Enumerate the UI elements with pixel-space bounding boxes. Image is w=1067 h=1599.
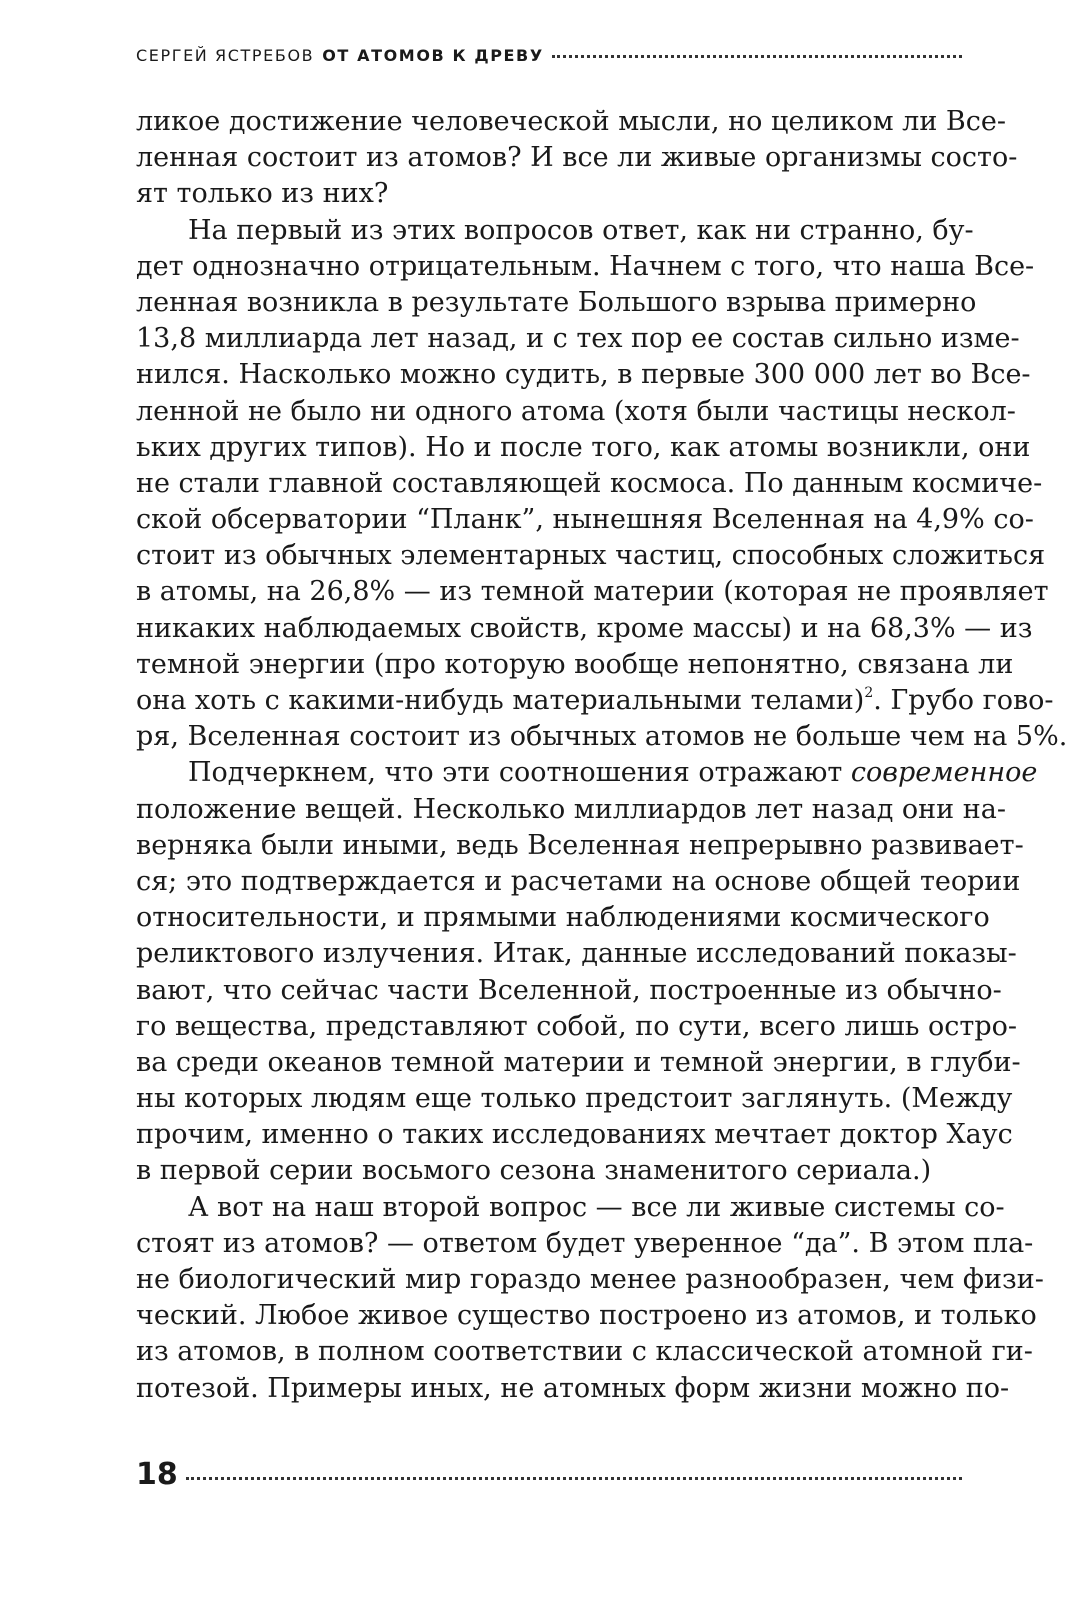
page-number: 18: [136, 1457, 178, 1492]
text-line: Подчеркнем, что эти соотношения отражают современное: [188, 757, 1038, 789]
text-line: нился. Насколько можно судить, в первые 300 000 лет во Все-: [136, 359, 1031, 391]
text-line: никаких наблюдаемых свойств, кроме массы) и на 68,3% — из: [136, 612, 1033, 644]
footer-dot-leader: [186, 1477, 962, 1480]
text-line: ликое достижение человеческой мысли, но целиком ли Все-: [136, 106, 1006, 137]
text-line: ческий. Любое живое существо построено из атомов, и только: [136, 1300, 1037, 1332]
header-author: СЕРГЕЙ ЯСТРЕБОВ: [136, 46, 315, 65]
header-dot-leader: [552, 55, 962, 58]
text-line: потезой. Примеры иных, не атомных форм жизни можно по-: [136, 1372, 1010, 1404]
text-line: ят только из них?: [136, 178, 389, 210]
text-line: верняка были иными, ведь Вселенная непрерывно развивает-: [136, 829, 1024, 861]
text-line: ленная возникла в результате Большого взрыва примерно: [136, 286, 977, 318]
text-line: ской обсерватории “Планк”, нынешняя Вселенная на 4,9% со-: [136, 504, 1034, 536]
text-line: реликтового излучения. Итак, данные исследований показы-: [136, 938, 1017, 970]
text-line: ря, Вселенная состоит из обычных атомов не больше чем на 5%.: [136, 721, 1067, 753]
text-line: положение вещей. Несколько миллиардов лет назад они на-: [136, 793, 1006, 825]
emphasis: современное: [850, 757, 1038, 789]
text-line: ьких других типов). Но и после того, как атомы возникли, они: [136, 431, 1031, 463]
text-line: она хоть с какими-нибудь материальными телами)$^2$. Грубо гово-: [136, 685, 1054, 716]
text-line: ва среди океанов темной материи и темной энергии, в глуби-: [136, 1046, 1021, 1078]
text-line: дет однозначно отрицательным. Начнем с того, что наша Все-: [136, 250, 1035, 282]
text-line: относительности, и прямыми наблюдениями космического: [136, 902, 990, 934]
text-line: не биологический мир гораздо менее разнообразен, чем физи-: [136, 1264, 1044, 1295]
footnote-marker: 2: [864, 685, 874, 701]
text-line: ленная состоит из атомов? И все ли живые организмы состо-: [136, 142, 1018, 174]
text-line: в первой серии восьмого сезона знаменитого сериала.): [136, 1155, 932, 1187]
text-line: 13,8 миллиарда лет назад, и с тех пор ее состав сильно изме-: [136, 323, 1020, 355]
text-line: не стали главной составляющей космоса. По данным космиче-: [136, 467, 1043, 499]
text-line: темной энергии (про которую вообще непонятно, связана ли: [136, 648, 1014, 680]
text-line: прочим, именно о таких исследованиях мечтает доктор Хаус: [136, 1119, 1013, 1151]
page-body-text: [136, 104, 1067, 1407]
text-line: стоят из атомов? — ответом будет уверенное “да”. В этом пла-: [136, 1227, 1034, 1259]
text-line: из атомов, в полном соответствии с классической атомной ги-: [136, 1336, 1033, 1368]
page-footer: [136, 1457, 962, 1497]
text-line: в атомы, на 26,8% — из темной материи (которая не проявляет: [136, 576, 1049, 608]
text-line: ся; это подтверждается и расчетами на основе общей теории: [136, 865, 1021, 897]
running-header: [136, 46, 962, 70]
header-book-title: ОТ АТОМОВ К ДРЕВУ: [322, 46, 544, 65]
text-line: стоит из обычных элементарных частиц, способных сложиться: [136, 540, 1046, 572]
text-line: А вот на наш второй вопрос — все ли живые системы со-: [188, 1191, 1005, 1223]
text-line: ленной не было ни одного атома (хотя были частицы нескол-: [136, 395, 1016, 427]
text-line: На первый из этих вопросов ответ, как ни странно, бу-: [188, 214, 974, 246]
text-line: вают, что сейчас части Вселенной, построенные из обычно-: [136, 974, 1002, 1006]
text-line: го вещества, представляют собой, по сути, всего лишь остро-: [136, 1010, 1017, 1042]
text-line: ны которых людям еще только предстоит заглянуть. (Между: [136, 1083, 1013, 1115]
